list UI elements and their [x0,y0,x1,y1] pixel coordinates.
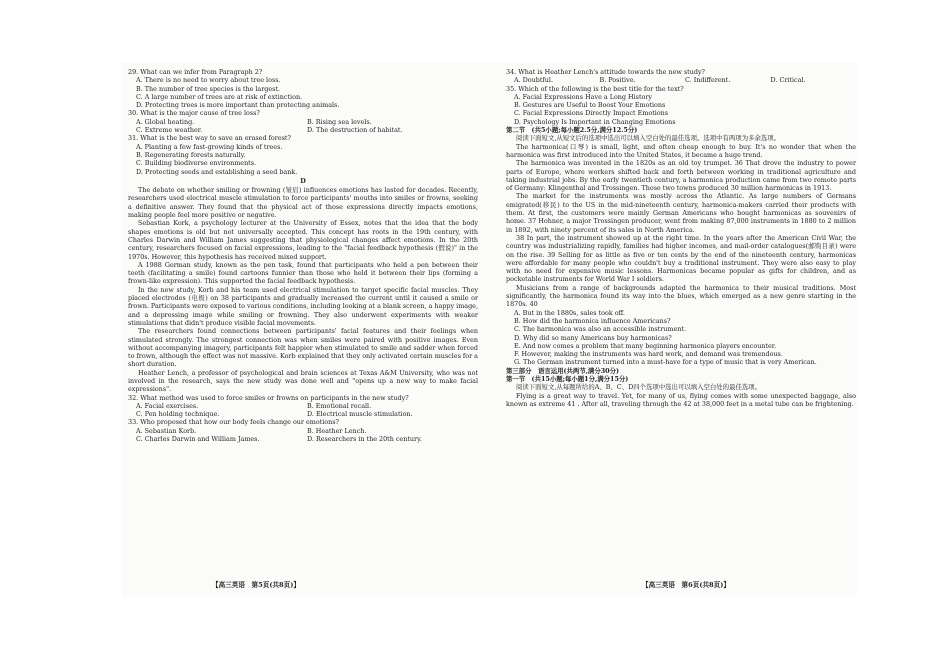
passage-paragraph: The researchers found connections between participants' facial features and their feelings when stimulated strongly. The strongest connection was when smiles were paired with positive images. Even without accompanying imagery, participants felt happier when stimulated to smile and sadder when forced to frown, although the effect was not massive. Korb explained that they only activated certain muscles for a short duration. [128,327,478,369]
option: C. Charles Darwin and William James. [136,435,260,444]
question-33-stem: 33. Who proposed that how our body feels change our emotions? [128,418,339,427]
option: B. Positive. [599,76,636,85]
choice: E. And now comes a problem that many beginning harmonica players encounter. [514,341,777,350]
option: B. Heather Lench. [307,426,367,435]
option: A. Facial Expressions Have a Long History [514,92,653,101]
options-row [136,126,478,134]
question-30-stem: 30. What is the major cause of tree loss? [128,109,260,118]
passage-paragraph: A 1988 German study, known as the pen task, found that participants who held a pen between their teeth (facilitating a smile) found cartoons funnier than those who held it between their lips (forming a frown-like expression). This supported the facial feedback hypothesis. [128,260,478,286]
option: A. Global heating. [136,117,195,126]
options-row [136,427,478,435]
option: A. There is no need to worry about tree loss. [136,76,281,85]
options-row [136,435,478,443]
section-instruction: 阅读下面短文,从短文后的选项中选出可以填入空白处的最佳选项。选项中有两项为多余选项。 [516,134,781,143]
passage-paragraph: The harmonica was invented in the 1820s as an old toy trumpet. 36 That drove the industry to power parts of Europe, where workers shifted back and forth between working in traditional agriculture and taking industrial jobs. By the early twentieth century, a harmonica production came from two remote parts of Germany: Klingenthal and Trossingen. Those two towns produced 30 million harmonicas in 1913. [506,159,856,193]
passage-paragraph: Heather Lench, a professor of psychological and brain sciences at Texas A&M University, who was not involved in the research, says the new study was done well and "opens up a new way to make facial expressions". [128,368,478,394]
passage-paragraph: Musicians from a range of backgrounds adapted the harmonica to their musical traditions. Most significantly, the harmonica found its way into the blues, which emerged as a new genre starting in the 1870s. 40 [506,283,856,309]
section-title: 第二节 (共5小题;每小题2.5分,满分12.5分) [506,126,638,135]
question-35-stem: 35. Which of the following is the best title for the text? [506,84,684,93]
page-footer-right: 【高三英语 第6页(共8页)】 [642,581,730,589]
option: A. Facial exercises. [136,401,199,410]
option: B. Emotional recall. [307,401,372,410]
option: B. The number of tree species is the largest. [136,84,281,93]
page-footer-left: 【高三英语 第5页(共8页)】 [212,581,300,589]
passage-paragraph: In the new study, Korb and his team used electrical stimulation to target specific facial muscles. They placed electrodes (电极) on 38 participants and gradually increased the current until it caused a smile or frown. Participants were exposed to various conditions, including looking at a blank screen, a happy image, and a depressing image while smiling or frowning. They also underwent experiments with weaker stimulations that didn't produce visible facial movements. [128,285,478,327]
question-29-stem: 29. What can we infer from Paragraph 2? [128,68,263,76]
option: D. Critical. [770,76,806,85]
option: C. Building biodiverse environments. [136,159,257,168]
option: C. Extreme weather. [136,126,203,135]
option: D. Protecting trees is more important than protecting animals. [136,101,340,110]
question-32-stem: 32. What method was used to force smiles or frowns on participants in the new study? [128,393,409,402]
option: D. Protecting seeds and establishing a seed bank. [136,167,298,176]
options-row [136,410,478,418]
passage-label: D [300,176,306,185]
passage-paragraph: 38 In part, the instrument showed up at the right time. In the years after the American Civil War, the country was industrializing rapidly, families had higher incomes, and mail-order catalogues(邮购目录) were on the rise. 39 Selling for as little as five or ten cents by the end of the nineteenth century, harmonicas were affordable for many people who couldn't buy a traditional instrument. They were also easy to play with no need for expensive music lessons. Harmonicas became popular as gifts for children, and as pocketable instruments for World War I soldiers. [506,233,856,284]
question-34-stem: 34. What is Heather Lench's attitude towards the new study? [506,68,705,76]
option: C. Facial Expressions Directly Impact Emotions [514,109,669,118]
choice: G. The German instrument turned into a must-have for a type of music that is very American. [514,358,817,367]
option: D. Electrical muscle stimulation. [307,410,413,419]
option: A. Planting a few fast-growing kinds of trees. [136,142,283,151]
option: D. The destruction of habitat. [307,126,403,135]
choice: C. The harmonica was also an accessible instrument. [514,325,686,334]
option: A. Doubtful. [514,76,553,85]
cloze-paragraph: Flying is a great way to travel. Yet, for many of us, flying comes with some unexpected baggage, also known as extreme 41 . After all, traveling through the 42 at 38,000 feet in a metal tube can be frightening. [506,391,856,408]
question-31-stem: 31. What is the best way to save an erased forest? [128,134,291,143]
option: D. Researchers in the 20th century. [307,435,422,444]
choice: D. Why did so many Americans buy harmonicas? [514,333,672,342]
option: B. Regenerating forests naturally. [136,150,246,159]
choice: F. However, making the instruments was hard work, and demand was tremendous. [514,350,783,359]
option: C. Pen holding technique. [136,410,220,419]
passage-paragraph: The harmonica(口琴) is small, light, and often cheap enough to buy. It's no wonder that when the harmonica was first introduced into the United States, it became a huge trend. [506,142,856,159]
option: A. Sebastian Korb. [136,426,197,435]
options-row [136,118,478,126]
section-instruction: 阅读下面短文,从每题所给的A、B、C、D四个选项中选出可以填入空白处的最佳选项。 [516,383,762,392]
options-row [136,402,478,410]
choice: A. But in the 1880s, sales took off. [514,308,625,317]
options-row [514,76,856,84]
right-column [506,68,856,569]
passage-paragraph: The debate on whether smiling or frowning (皱眉) influences emotions has lasted for decades. Recently, researchers used electrical muscle stimulation to force participants' mouths into smiles or frowns, seeking a definitive answer. They found that the physical act of those expressions directly impacts emotions, making people feel more positive or negative. [128,186,478,220]
part-title: 第三部分 语言运用(共两节,满分30分) [506,366,620,375]
option: C. Indifferent. [685,76,731,85]
left-column [128,68,478,569]
section-title: 第一节 (共15小题;每小题1分,满分15分) [506,374,629,383]
exam-page [122,62,857,597]
option: C. A large number of trees are at risk of extinction. [136,92,303,101]
choice: B. How did the harmonica influence Americans? [514,316,671,325]
passage-paragraph: Sebastian Kork, a psychology lecturer at the University of Essex, notes that the idea that the body shapes emotions is old but not universally accepted. This concept has roots in the 19th century, with Charles Darwin and William James suggesting that physiological changes affect emotions. In the 20th century, researchers focused on facial expressions, leading to the "facial feedback hypothesis (假说)" in the 1970s. However, this hypothesis has received mixed support. [128,219,478,261]
option: B. Gestures are Useful to Boost Your Emotions [514,101,666,110]
passage-paragraph: The market for the instruments was mostly across the Atlantic. As large numbers of Germans emigrated(移民) to the US in the mid-nineteenth century, harmonica-makers carried their products with them. At first, the customers were mainly German Americans who bought harmonicas as souvenirs of home. 37 Hohner, a major Trossingen producer, went from making 87,000 instruments in 1880 to 2 million in 1892, with ninety percent of its sales in North America. [506,192,856,234]
option: B. Rising sea levels. [307,117,372,126]
option: D. Psychology Is Important in Changing Emotions [514,117,676,126]
